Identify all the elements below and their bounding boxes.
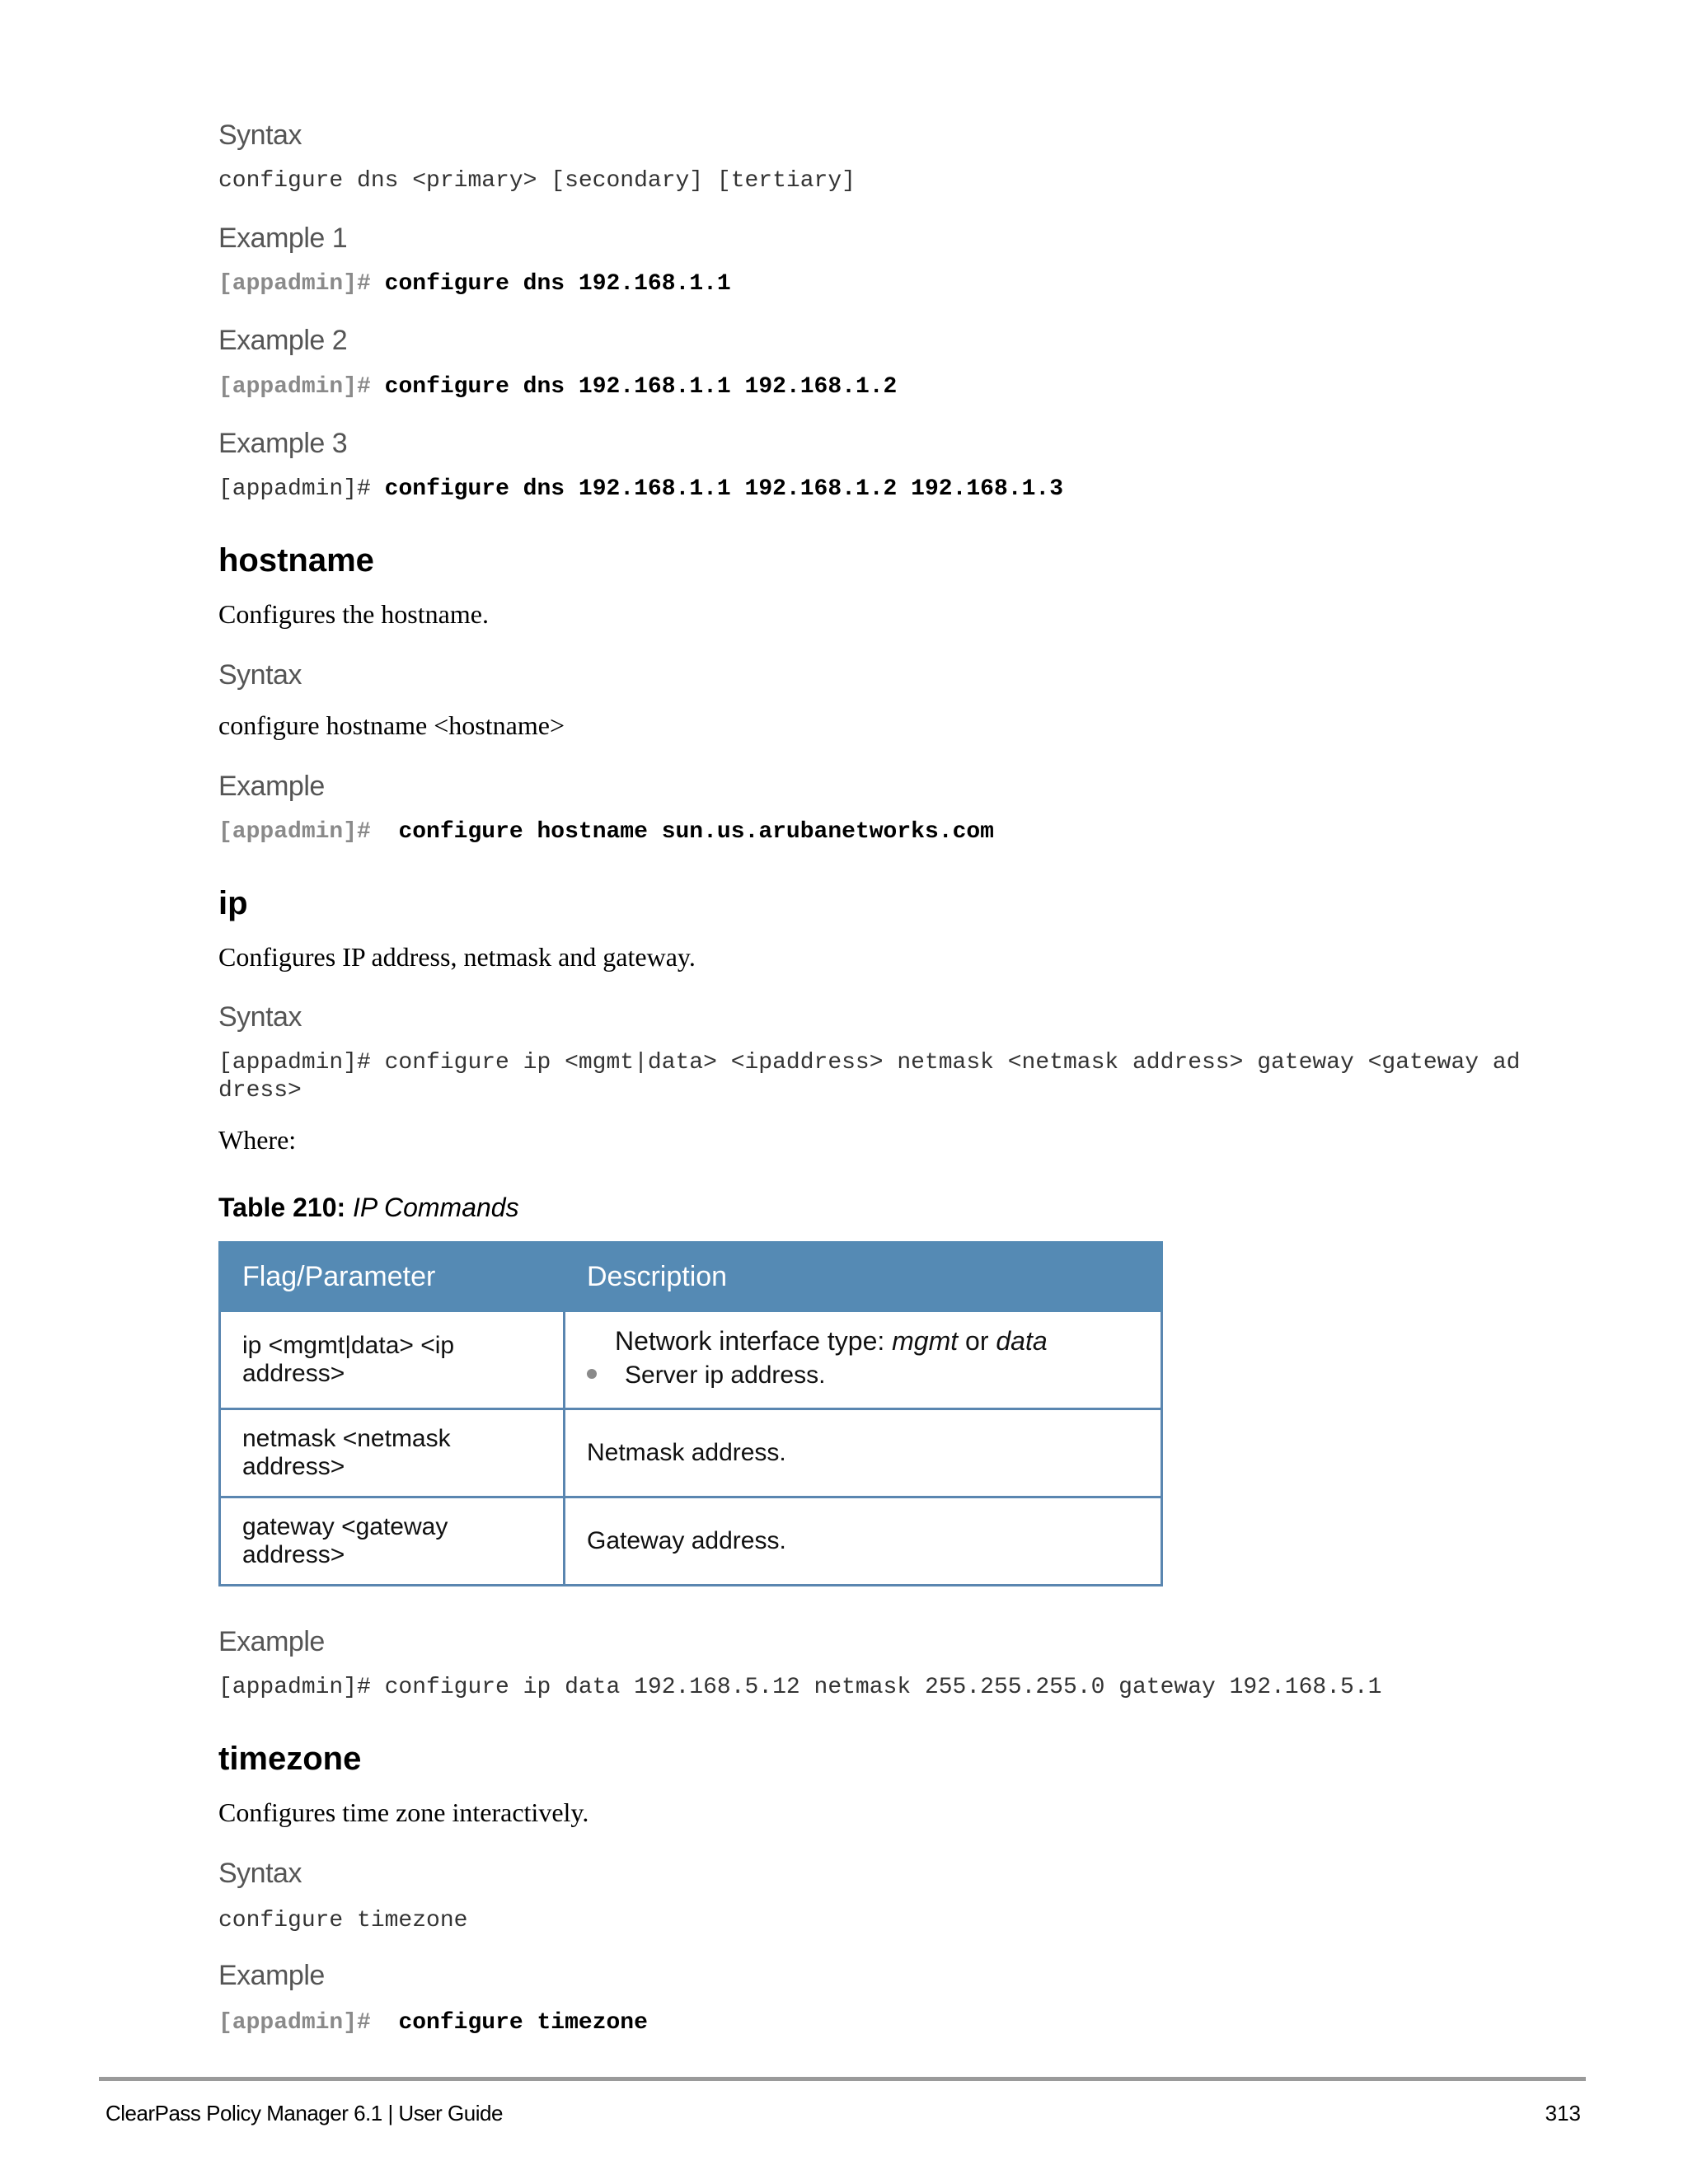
command: configure dns 192.168.1.1 xyxy=(384,271,731,297)
table-cell-param: gateway <gateway address> xyxy=(220,1497,565,1586)
table-cell-desc: Netmask address. xyxy=(565,1409,1162,1497)
dns-example2-heading: Example 2 xyxy=(218,325,348,356)
table-cell-param: netmask <netmask address> xyxy=(220,1409,565,1497)
hostname-example-heading: Example xyxy=(218,771,325,802)
ip-example-code: [appadmin]# configure ip data 192.168.5.12 netmask 255.255.255.0 gateway 192.168.5.1 xyxy=(218,1675,1382,1700)
hostname-description: Configures the hostname. xyxy=(218,599,489,629)
table-row xyxy=(220,1311,1162,1409)
bullet-icon xyxy=(587,1369,597,1379)
command: configure hostname sun.us.arubanetworks.com xyxy=(398,819,994,845)
ip-commands-table xyxy=(218,1241,1163,1586)
table-cell-param: ip <mgmt|data> <ip address> xyxy=(220,1311,565,1409)
dns-example2-code xyxy=(218,373,897,401)
ip-syntax: [appadmin]# configure ip <mgmt|data> <ipaddress> netmask <netmask address> gateway <gateway ad dress> xyxy=(218,1050,1521,1104)
table-cell-desc: Gateway address. xyxy=(565,1497,1162,1586)
hostname-syntax: configure hostname <hostname> xyxy=(218,710,565,740)
table-caption xyxy=(218,1192,519,1223)
table-caption-label: Table 210: xyxy=(218,1193,346,1222)
command: configure dns 192.168.1.1 192.168.1.2 xyxy=(384,374,898,400)
ip-where: Where: xyxy=(218,1125,297,1155)
table-row xyxy=(220,1497,1162,1586)
footer-guide-title: ClearPass Policy Manager 6.1 | User Guide xyxy=(106,2101,503,2125)
timezone-title: timezone xyxy=(218,1741,362,1777)
dns-example3-code xyxy=(218,476,1063,504)
desc-em-mgmt: mgmt xyxy=(892,1326,959,1356)
command: configure dns 192.168.1.1 192.168.1.2 192.168.1.3 xyxy=(384,476,1063,502)
dns-syntax: configure dns <primary> [secondary] [tertiary] xyxy=(218,168,856,194)
dns-example1-code xyxy=(218,270,731,298)
prompt: [appadmin]# xyxy=(218,271,371,297)
footer-page-number: 313 xyxy=(1545,2101,1581,2125)
desc-main-line xyxy=(587,1327,1139,1355)
desc-prefix: Network interface type: xyxy=(615,1326,893,1356)
dns-example1-heading: Example 1 xyxy=(218,223,348,254)
table-header-cell: Description xyxy=(565,1243,1162,1311)
command: configure timezone xyxy=(398,2010,648,2036)
prompt: [appadmin]# xyxy=(218,374,371,400)
ip-example-heading: Example xyxy=(218,1626,325,1657)
prompt: [appadmin]# xyxy=(218,2010,371,2036)
prompt: [appadmin]# xyxy=(218,819,371,845)
table-header-row xyxy=(220,1243,1162,1311)
desc-bullet-item xyxy=(587,1361,1139,1390)
hostname-example-code xyxy=(218,818,994,846)
timezone-example-heading: Example xyxy=(218,1960,325,1991)
dns-syntax-heading: Syntax xyxy=(218,120,302,151)
desc-mid: or xyxy=(958,1326,996,1356)
dns-example3-heading: Example 3 xyxy=(218,428,348,459)
hostname-title: hostname xyxy=(218,542,374,579)
timezone-syntax-heading: Syntax xyxy=(218,1858,302,1889)
table-cell-desc xyxy=(565,1311,1162,1409)
table-row xyxy=(220,1409,1162,1497)
table-header-cell: Flag/Parameter xyxy=(220,1243,565,1311)
timezone-description: Configures time zone interactively. xyxy=(218,1797,589,1827)
desc-em-data: data xyxy=(996,1326,1048,1356)
timezone-syntax: configure timezone xyxy=(218,1908,468,1933)
footer-divider xyxy=(99,2077,1586,2081)
timezone-example-code xyxy=(218,2009,648,2037)
ip-syntax-heading: Syntax xyxy=(218,1001,302,1033)
prompt: [appadmin]# xyxy=(218,476,371,502)
ip-description: Configures IP address, netmask and gateway. xyxy=(218,942,696,972)
table-caption-title: IP Commands xyxy=(353,1193,519,1222)
ip-title: ip xyxy=(218,885,248,921)
hostname-syntax-heading: Syntax xyxy=(218,659,302,691)
desc-bullet-text: Server ip address. xyxy=(625,1361,826,1389)
